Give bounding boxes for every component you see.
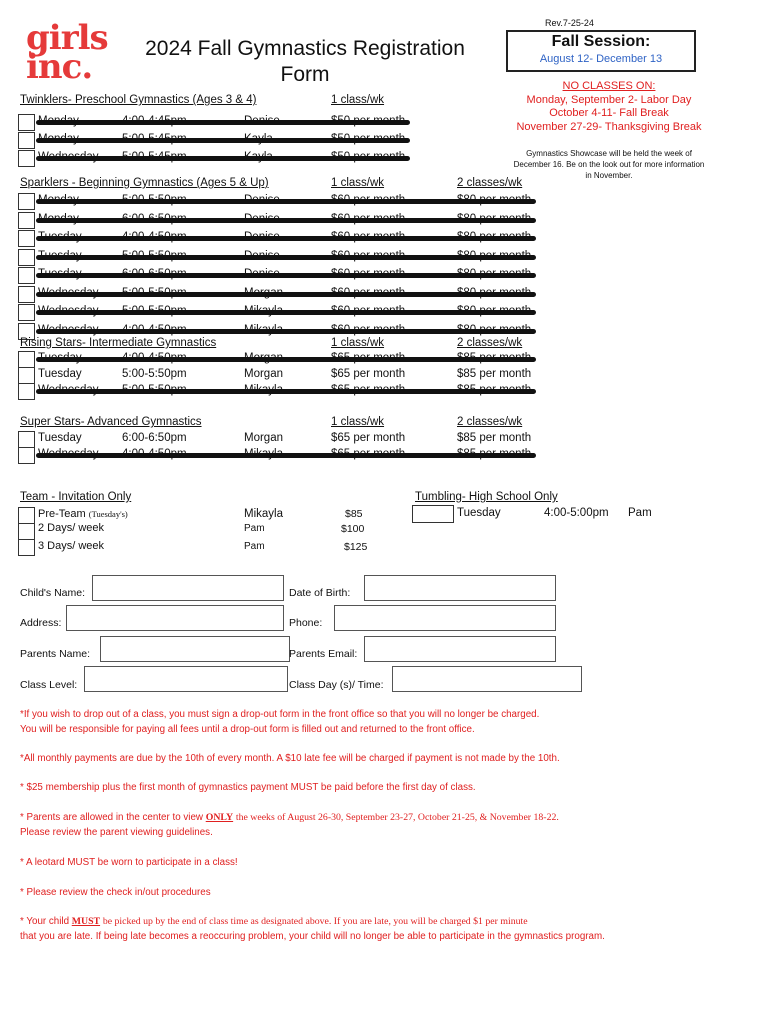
class-coach-cell: Morgan (244, 368, 283, 380)
class-level-field[interactable] (84, 666, 288, 692)
parents-name-label: Parents Name: (20, 648, 91, 660)
strikethrough-line (36, 218, 536, 223)
team-price: $125 (344, 541, 368, 553)
membership-note: * $25 membership plus the first month of gymnastics payment MUST be paid before the first day of class. (20, 782, 476, 793)
no-class-date: November 27-29- Thanksgiving Break (516, 120, 702, 133)
team-coach: Mikayla (244, 508, 283, 520)
note-line: Please review the parent viewing guidelines. (20, 827, 213, 838)
class-day-time-label: Class Day (s)/ Time: (289, 679, 384, 691)
class-checkbox[interactable] (18, 193, 35, 210)
drop-out-note (20, 707, 760, 737)
note-line: You will be responsible for paying all fees until a drop-out form is filled out and returned to the front office. (20, 724, 475, 735)
showcase-line: in November. (585, 171, 633, 180)
strikethrough-line (36, 389, 536, 394)
superstars-col-1: 1 class/wk (331, 416, 385, 428)
team-coach: Pam (244, 541, 265, 552)
rising-heading: Rising Stars- Intermediate Gymnastics (20, 337, 217, 349)
strikethrough-line (36, 199, 536, 204)
logo-line-2: inc. (26, 47, 93, 87)
sparklers-col-1: 1 class/wk (331, 177, 385, 189)
tumbling-day: Tuesday (457, 507, 501, 519)
team-checkbox[interactable] (18, 507, 35, 524)
class-checkbox[interactable] (18, 212, 35, 229)
team-label: Pre-Team (38, 508, 86, 520)
no-class-date: October 4-11- Fall Break (549, 107, 669, 119)
class-checkbox[interactable] (18, 447, 35, 464)
strikethrough-line (36, 329, 536, 334)
class-level-label: Class Level: (20, 679, 78, 691)
team-price: $85 (345, 508, 363, 520)
team-coach: Pam (244, 523, 265, 534)
note-emphasis: MUST (71, 916, 101, 927)
showcase-line: Gymnastics Showcase will be held the week of (526, 149, 692, 158)
class-checkbox[interactable] (18, 286, 35, 303)
class-coach-cell: Morgan (244, 432, 283, 444)
superstars-heading: Super Stars- Advanced Gymnastics (20, 416, 202, 428)
dob-label: Date of Birth: (289, 587, 351, 599)
class-checkbox[interactable] (18, 267, 35, 284)
strikethrough-line (36, 156, 410, 161)
class-checkbox[interactable] (18, 249, 35, 266)
phone-field[interactable] (334, 605, 556, 631)
session-dates: August 12- December 13 (539, 53, 663, 65)
checkin-note: * Please review the check in/out procedures (20, 887, 211, 898)
strikethrough-line (36, 453, 536, 458)
note-text: * Your child (20, 916, 70, 927)
strikethrough-line (36, 138, 410, 143)
twinklers-heading: Twinklers- Preschool Gymnastics (Ages 3 & 4) (20, 94, 257, 106)
note-text: be picked up by the end of class time as designated above. If you are late, you will be charged $1 per minute (102, 916, 528, 927)
address-field[interactable] (66, 605, 284, 631)
payments-note: *All monthly payments are due by the 10th of every month. A $10 late fee will be charged if payment is not made by the 10th. (20, 753, 560, 764)
sparklers-heading: Sparklers - Beginning Gymnastics (Ages 5 & Up) (20, 177, 269, 189)
strikethrough-line (36, 120, 410, 125)
note-emphasis: ONLY (205, 812, 234, 823)
class-checkbox[interactable] (18, 383, 35, 400)
tumbling-heading: Tumbling- High School Only (415, 491, 558, 503)
note-text: the weeks of August 26-30, September 23-27, October 21-25, & November 18-22. (235, 812, 559, 823)
team-heading: Team - Invitation Only (20, 491, 132, 503)
class-two-cell: $85 per month (457, 368, 532, 380)
revision-label: Rev.7-25-24 (545, 18, 594, 28)
session-title: Fall Session: (551, 33, 651, 50)
parents-email-field[interactable] (364, 636, 556, 662)
strikethrough-line (36, 273, 536, 278)
class-time-cell: 6:00-6:50pm (122, 432, 187, 444)
child-name-label: Child's Name: (20, 587, 86, 599)
note-text: * Parents are allowed in the center to view (20, 812, 203, 823)
girls-inc-logo (26, 18, 108, 87)
no-classes-heading: NO CLASSES ON: (562, 80, 656, 92)
team-row-label (38, 508, 128, 520)
strikethrough-line (36, 255, 536, 260)
tumbling-time: 4:00-5:00pm (544, 507, 609, 519)
pickup-note (20, 914, 760, 944)
class-checkbox[interactable] (18, 114, 35, 131)
class-checkbox[interactable] (18, 230, 35, 247)
team-row-label: 3 Days/ week (38, 540, 105, 552)
class-one-cell: $65 per month (331, 432, 406, 444)
parents-name-field[interactable] (100, 636, 290, 662)
dob-field[interactable] (364, 575, 556, 601)
title-line-2: Form (280, 63, 330, 86)
class-two-cell: $85 per month (457, 432, 532, 444)
team-row-label: 2 Days/ week (38, 522, 105, 534)
team-checkbox[interactable] (18, 539, 35, 556)
page-title (110, 36, 500, 88)
team-checkbox[interactable] (18, 523, 35, 540)
class-time-cell: 5:00-5:50pm (122, 368, 187, 380)
note-line (20, 914, 760, 929)
team-price: $100 (341, 523, 365, 535)
child-name-field[interactable] (92, 575, 284, 601)
team-note: (Tuesday's) (88, 509, 128, 519)
class-checkbox[interactable] (18, 351, 35, 368)
address-label: Address: (20, 617, 62, 629)
class-checkbox[interactable] (18, 132, 35, 149)
note-line (20, 810, 760, 825)
tumbling-checkbox[interactable] (412, 505, 454, 523)
tumbling-coach: Pam (628, 507, 652, 519)
class-day-cell: Tuesday (38, 432, 82, 444)
rising-col-2: 2 classes/wk (457, 337, 523, 349)
leotard-note: * A leotard MUST be worn to participate in a class! (20, 857, 238, 868)
title-line-1: 2024 Fall Gymnastics Registration (145, 37, 465, 60)
class-checkbox[interactable] (18, 150, 35, 167)
phone-label: Phone: (289, 617, 323, 629)
class-checkbox[interactable] (18, 304, 35, 321)
class-checkbox[interactable] (18, 367, 35, 384)
strikethrough-line (36, 310, 536, 315)
no-classes-block (496, 80, 722, 134)
showcase-note (496, 148, 722, 181)
parent-viewing-note (20, 810, 760, 840)
strikethrough-line (36, 292, 536, 297)
sparklers-col-2: 2 classes/wk (457, 177, 523, 189)
showcase-line: December 16. Be on the look out for more information (513, 160, 705, 169)
parents-email-label: Parents Email: (289, 648, 358, 660)
class-day-cell: Tuesday (38, 368, 82, 380)
class-checkbox[interactable] (18, 431, 35, 448)
superstars-col-2: 2 classes/wk (457, 416, 523, 428)
class-day-time-field[interactable] (392, 666, 582, 692)
class-one-cell: $65 per month (331, 368, 406, 380)
logo-line-1: girls (26, 18, 108, 58)
note-line: that you are late. If being late becomes a reoccuring problem, your child will no longer be able to participate in the gymnastics program. (20, 931, 605, 942)
no-class-date: Monday, September 2- Labor Day (526, 93, 692, 106)
twinklers-col-1: 1 class/wk (331, 94, 385, 106)
strikethrough-line (36, 357, 536, 362)
note-line: *If you wish to drop out of a class, you must sign a drop-out form in the front office so that you will no longer be charged. (20, 709, 540, 720)
strikethrough-line (36, 236, 536, 241)
rising-col-1: 1 class/wk (331, 337, 385, 349)
